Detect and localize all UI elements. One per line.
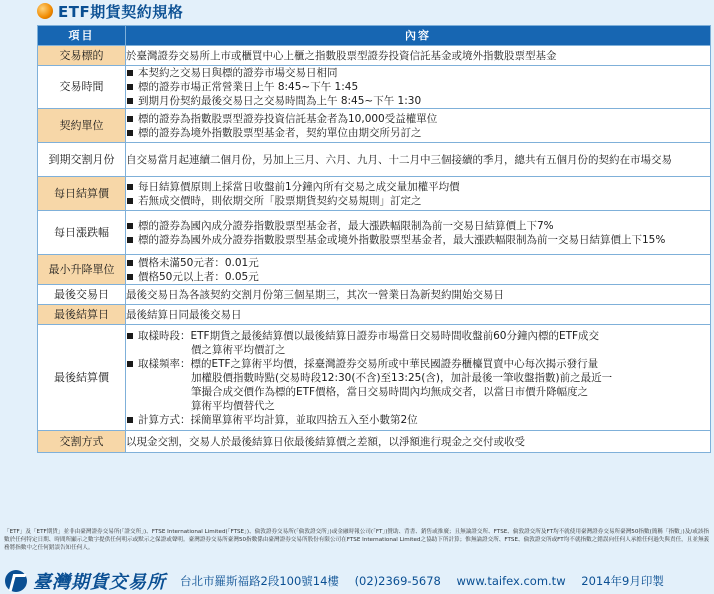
bullet-list: [126, 180, 710, 208]
table-row: [38, 46, 711, 66]
footer: [0, 568, 714, 594]
item-line: 筆撮合成交價作為標的ETF價格，當日交易時間內均無成交者，以當日市價升降幅度之: [191, 385, 589, 398]
row-text: 於臺灣證券交易所上市或櫃買中心上櫃之指數股票型證券投資信託基金或境外指數股票型基金: [126, 49, 557, 62]
spec-table: [37, 25, 711, 453]
footer-info: [180, 573, 676, 589]
table-row: [38, 177, 711, 211]
footer-phone: (02)2369-5678: [354, 574, 441, 588]
page-title: ETF期貨契約規格: [58, 2, 184, 21]
item-line: 價之算術平均價訂之: [191, 343, 286, 356]
row-content: [126, 255, 711, 285]
table-row: [38, 211, 711, 255]
settlement-item: [126, 329, 710, 357]
table-row: [38, 143, 711, 177]
bullet-list: [126, 66, 710, 108]
bullet-item: 若無成交價時，則依期交所「股票期貨契約交易規則」訂定之: [126, 194, 710, 208]
row-content: [126, 46, 711, 66]
footer-website[interactable]: www.taifex.com.tw: [456, 574, 566, 588]
bullet-item: 每日結算價原則上採當日收盤前1分鐘內所有交易之成交量加權平均價: [126, 180, 710, 194]
table-header: [38, 26, 711, 46]
settlement-item: [126, 357, 710, 413]
bullet-item: 標的證券市場正常營業日上午 8:45~下午 1:45: [126, 80, 710, 94]
bullet-item: 價格50元以上者：0.05元: [126, 270, 710, 284]
row-label: 最後結算日: [38, 305, 126, 325]
row-content: [126, 66, 711, 109]
table-row: [38, 305, 711, 325]
bullet-list: [126, 329, 710, 427]
row-content: [126, 325, 711, 431]
row-content: [126, 431, 711, 453]
bullet-item: 本契約之交易日與標的證券市場交易日相同: [126, 66, 710, 80]
bullet-item: 價格未滿50元者：0.01元: [126, 256, 710, 270]
row-content: [126, 305, 711, 325]
footer-logo-text: 臺灣期貨交易所: [33, 572, 166, 593]
row-content: [126, 211, 711, 255]
row-label: 交易時間: [38, 66, 126, 109]
orange-ball-icon: [37, 3, 53, 19]
disclaimer-footnote: 「ETF」及「ETF期貨」並非由臺灣證券交易所(「證交所」)、FTSE International Limited(「FTSE」)、倫敦證券交易所(「倫敦證交所」)或金融時報公司(「FT」)贊助、背書、銷售或推廣；且無論證交所、FTSE、倫敦證交所及FT均不就使用臺灣證券交易所臺灣50指數(簡稱「指數」)及/或該指數於任何特定日期、時間所顯示之數字提供任何明示或默示之保證或聲明。臺灣證券交易所臺灣50指數係由臺灣證券交易所股份有限公司在FTSE International Limited之協助下所計算；惟無論證交所、FTSE、倫敦證交所或FT均不就指數之錯誤向任何人承擔任何過失與責任，且並無義務將指數中之任何錯誤告知任何人。: [4, 529, 710, 551]
row-label: 每日漲跌幅: [38, 211, 126, 255]
row-text: 最後交易日為各該契約交割月份第三個星期三，其次一營業日為新契約開始交易日: [126, 288, 504, 301]
row-text: 最後結算日同最後交易日: [126, 308, 242, 321]
item-line: ETF期貨之最後結算價以最後結算日證券市場當日交易時間收盤前60分鐘內標的ETF成交: [190, 329, 600, 342]
footer-address: 台北市羅斯福路2段100號14樓: [180, 574, 339, 588]
row-content: [126, 143, 711, 177]
title-bar: [0, 0, 714, 22]
header-content: 內容: [126, 26, 711, 46]
item-line: 加權股價指數時點(交易時段12:30(不含)至13:25(含)，加計最後一筆收盤指數)前之最近一: [191, 371, 613, 384]
row-label: 交易標的: [38, 46, 126, 66]
bullet-item: 標的證券為境外指數股票型基金者，契約單位由期交所另訂之: [126, 126, 710, 140]
row-label: 最後結算價: [38, 325, 126, 431]
bullet-item: 標的證券為國內成分證券指數股票型基金者，最大漲跌幅限制為前一交易日結算價上下7%: [126, 219, 710, 233]
footer-print-date: 2014年9月印製: [581, 574, 664, 588]
item-line: 算術平均價替代之: [191, 399, 275, 412]
item-term: 計算方式：: [138, 413, 191, 426]
row-content: [126, 109, 711, 143]
row-text: 自交易當月起連續二個月份，另加上三月、六月、九月、十二月中三個接續的季月，總共有五個月份的契約在市場交易: [126, 153, 672, 166]
item-line: 標的ETF之算術平均價，採臺灣證券交易所或中華民國證券櫃檯買賣中心每次揭示發行量: [190, 357, 599, 370]
bullet-list: [126, 219, 710, 247]
table-row: [38, 109, 711, 143]
table-row: [38, 285, 711, 305]
row-label: 最小升降單位: [38, 255, 126, 285]
table-row: [38, 431, 711, 453]
row-text: 以現金交割，交易人於最後結算日依最後結算價之差額，以淨額進行現金之交付或收受: [126, 435, 525, 448]
row-label: 每日結算價: [38, 177, 126, 211]
bullet-item: 標的證券為指數股票型證券投資信託基金者為10,000受益權單位: [126, 112, 710, 126]
bullet-item: 標的證券為國外成分證券指數股票型基金或境外指數股票型基金者，最大漲跌幅限制為前一交易日結算價上下15%: [126, 233, 710, 247]
bullet-item: 到期月份契約最後交易日之交易時間為上午 8:45~下午 1:30: [126, 94, 710, 108]
row-content: [126, 177, 711, 211]
item-term: 取樣時段：: [138, 329, 191, 342]
row-label: 契約單位: [38, 109, 126, 143]
row-label: 到期交割月份: [38, 143, 126, 177]
row-label: 交割方式: [38, 431, 126, 453]
bullet-list: [126, 112, 710, 140]
bullet-list: [126, 256, 710, 284]
item-term: 取樣頻率：: [138, 357, 191, 370]
item-line: 採簡單算術平均計算，並取四捨五入至小數第2位: [190, 413, 418, 426]
table-row: [38, 255, 711, 285]
table-row: [38, 66, 711, 109]
taifex-logo-icon: [5, 570, 27, 592]
settlement-item: [126, 413, 710, 427]
row-content: [126, 285, 711, 305]
table-row: [38, 325, 711, 431]
row-label: 最後交易日: [38, 285, 126, 305]
header-item: 項目: [38, 26, 126, 46]
